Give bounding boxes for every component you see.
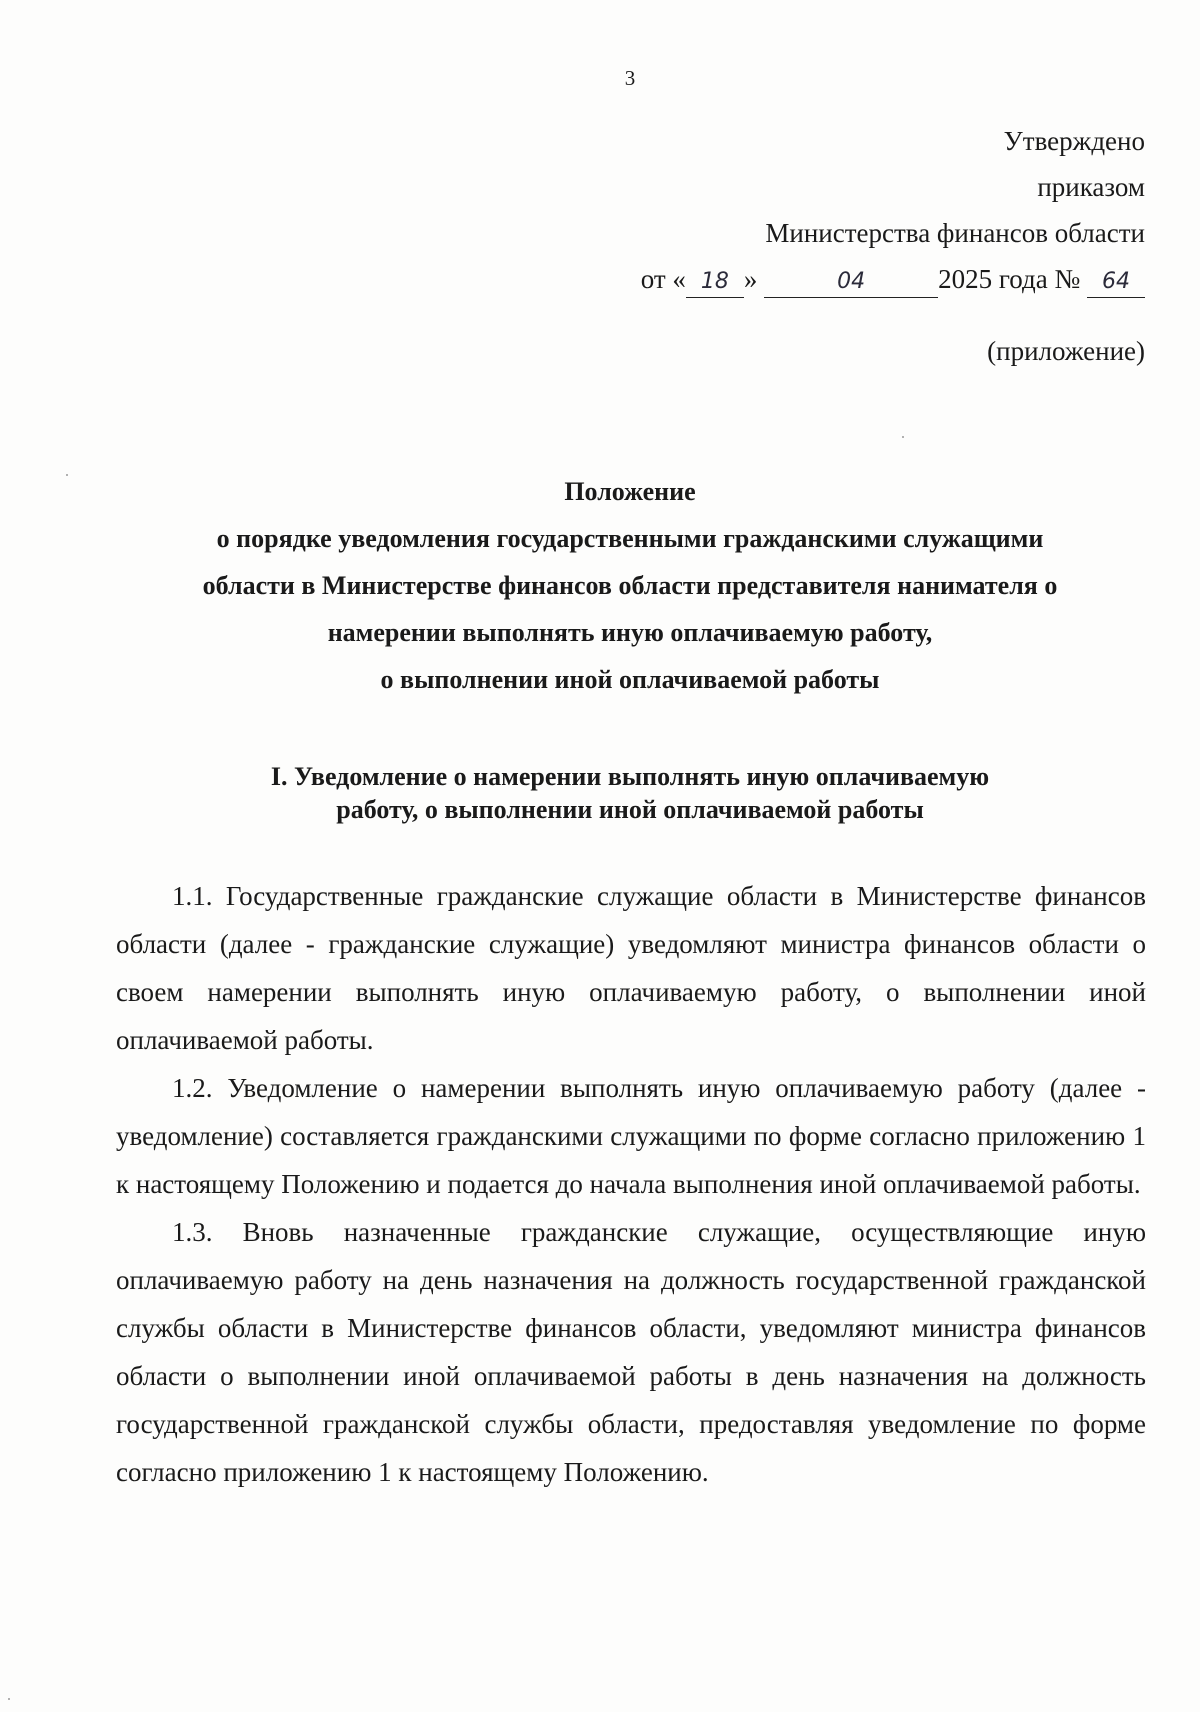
approval-line-ministry: Министерства финансов области <box>765 218 1145 248</box>
approval-date-line <box>641 256 1145 302</box>
date-mid: » <box>743 264 758 294</box>
handwritten-month: 04 <box>764 267 938 298</box>
title-line-4: намерении выполнять иную оплачиваемую работу, <box>327 618 933 647</box>
scan-speck <box>66 474 68 476</box>
section-heading-line-1: I. Уведомление о намерении выполнять иную оплачиваемую <box>270 762 990 791</box>
handwritten-day: 18 <box>686 267 744 298</box>
title-line-2: о порядке уведомления государственными гражданскими служащими <box>216 524 1044 553</box>
approval-stamp-block <box>641 118 1145 302</box>
scan-speck <box>902 436 904 438</box>
date-year: 2025 года № <box>938 264 1081 294</box>
section-heading <box>60 760 1200 826</box>
handwritten-order-number: 64 <box>1087 267 1145 298</box>
body-text <box>116 872 1146 1496</box>
section-heading-line-2: работу, о выполнении иной оплачиваемой работы <box>336 795 924 824</box>
page-number: 3 <box>624 66 636 90</box>
paragraph-1-2: 1.2. Уведомление о намерении выполнять иную оплачиваемую работу (далее - уведомление) составляется гражданскими служащими по форме согласно приложению 1 к настоящему Положению и подается до начала выполнения иной оплачиваемой работы. <box>116 1073 1146 1199</box>
approval-line-order: приказом <box>1037 172 1145 202</box>
title-line-3: области в Министерстве финансов области представителя нанимателя о <box>202 571 1058 600</box>
scan-speck <box>8 1698 10 1700</box>
approval-line-approved: Утверждено <box>1003 126 1145 156</box>
title-line-5: о выполнении иной оплачиваемой работы <box>380 665 880 694</box>
title-line-1: Положение <box>564 477 696 506</box>
paragraph-1-3: 1.3. Вновь назначенные гражданские служащие, осуществляющие иную оплачиваемую работу на день назначения на должность государственной гражданской службы области в Министерстве финансов области, уведомляют министра финансов области о выполнении иной оплачиваемой работы в день назначения на должность государственной гражданской службы области, предоставляя уведомление по форме согласно приложению 1 к настоящему Положению. <box>116 1217 1146 1487</box>
paragraph-1-1: 1.1. Государственные гражданские служащие области в Министерстве финансов области (далее - гражданские служащие) уведомляют министра финансов области о своем намерении выполнять иную оплачиваемую работу, о выполнении иной оплачиваемой работы. <box>116 881 1146 1055</box>
date-prefix: от « <box>640 264 686 294</box>
appendix-note: (приложение) <box>987 336 1145 366</box>
document-title <box>60 468 1200 703</box>
